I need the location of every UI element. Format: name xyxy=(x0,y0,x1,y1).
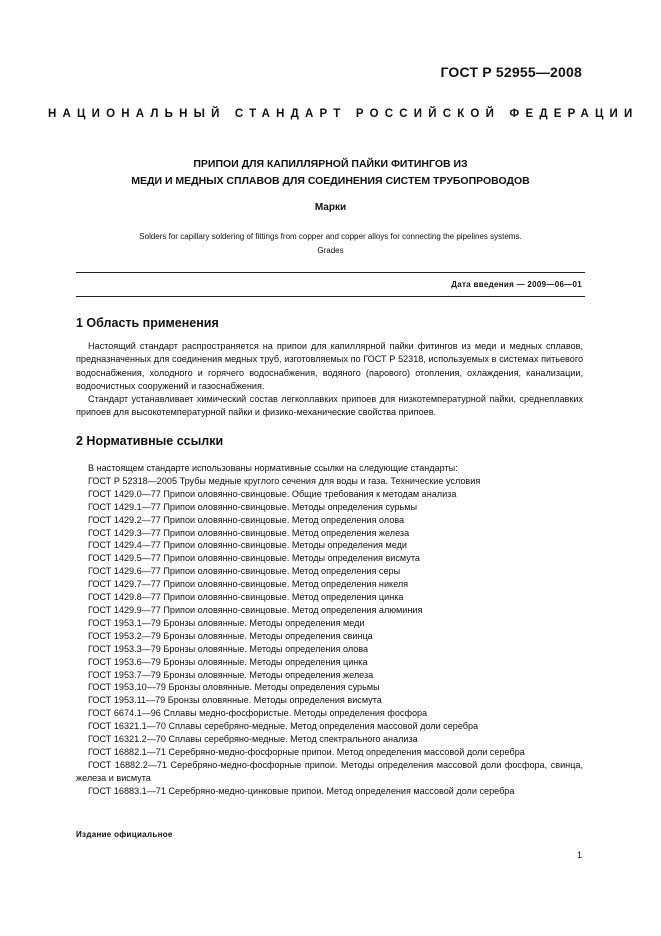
english-title xyxy=(60,230,601,258)
section-1-paragraph-2: Стандарт устанавливает химический состав легкоплавких припоев для низкотемпературной пайки, среднеплавких припоев для высокотемпературной пайки и физико-механические свойства припоев. xyxy=(76,394,583,418)
top-divider xyxy=(76,272,585,273)
reference-item: ГОСТ 16321.1—70 Сплавы серебряно-медные. Метод определения массовой доли серебра xyxy=(88,721,479,732)
reference-item: ГОСТ 16883.1—71 Серебряно-медно-цинковые припои. Метод определения массовой доли серебра xyxy=(88,785,515,796)
reference-item: ГОСТ 1429.3—77 Припои оловянно-свинцовые. Метод определения железа xyxy=(88,527,410,538)
reference-item: ГОСТ 16321.2—70 Сплавы серебряно-медные. Метод спектрального анализа xyxy=(88,734,418,745)
reference-item: ГОСТ 1429.7—77 Припои оловянно-свинцовые. Метод определения никеля xyxy=(88,579,409,590)
reference-item: ГОСТ 1953.1—79 Бронзы оловянные. Методы определения меди xyxy=(88,617,365,628)
title-line-2: МЕДИ И МЕДНЫХ СПЛАВОВ ДЛЯ СОЕДИНЕНИЯ СИСТЕМ ТРУБОПРОВОДОВ xyxy=(131,175,530,187)
introduction-date: Дата введения — 2009—06—01 xyxy=(451,280,582,289)
reference-item: ГОСТ 1429.9—77 Припои оловянно-свинцовые. Метод определения алюминия xyxy=(88,604,423,615)
reference-item: ГОСТ 1953.3—79 Бронзы оловянные. Методы определения олова xyxy=(88,643,369,654)
references-intro: В настоящем стандарте использованы нормативные ссылки на следующие стандарты: xyxy=(88,463,458,473)
section-1-heading: 1 Область применения xyxy=(76,316,219,330)
reference-item: ГОСТ 1429.1—77 Припои оловянно-свинцовые. Методы определения сурьмы xyxy=(88,501,418,512)
section-2-heading: 2 Нормативные ссылки xyxy=(76,434,224,448)
page-number: 1 xyxy=(576,850,582,860)
reference-item: ГОСТ 1953.11—79 Бронзы оловянные. Методы определения висмута xyxy=(88,695,382,706)
national-standard-banner: НАЦИОНАЛЬНЫЙ СТАНДАРТ РОССИЙСКОЙ ФЕДЕРАЦИИ xyxy=(48,108,639,120)
reference-item: ГОСТ 1953.7—79 Бронзы оловянные. Методы определения железа xyxy=(88,669,374,680)
reference-item: ГОСТ 1953.2—79 Бронзы оловянные. Методы определения свинца xyxy=(88,630,373,641)
english-title-line-2: Grades xyxy=(317,246,344,255)
reference-item: ГОСТ 1429.0—77 Припои оловянно-свинцовые. Общие требования к методам анализа xyxy=(88,488,457,499)
reference-item: ГОСТ 16882.1—71 Серебряно-медно-фосфорные припои. Метод определения массовой доли серебра xyxy=(88,746,525,757)
reference-item: ГОСТ Р 52318—2005 Трубы медные круглого сечения для воды и газа. Технические условия xyxy=(88,475,481,486)
document-subtitle: Марки xyxy=(314,202,347,213)
reference-item: ГОСТ 1429.2—77 Припои оловянно-свинцовые. Метод определения олова xyxy=(88,514,405,525)
reference-item: ГОСТ 1953.6—79 Бронзы оловянные. Методы определения цинка xyxy=(88,656,368,667)
gost-code: ГОСТ Р 52955—2008 xyxy=(440,64,582,80)
official-edition-note: Издание официальное xyxy=(76,830,173,839)
document-title xyxy=(76,156,585,190)
references-list xyxy=(76,475,583,798)
bottom-divider xyxy=(76,296,585,297)
reference-item: ГОСТ 16882.2—71 Серебряно-медно-фосфорные припои. Методы определения массовой доли фосфора, свинца, железа и висмута xyxy=(76,759,583,783)
reference-item: ГОСТ 1953.10—79 Бронзы оловянные. Методы определения сурьмы xyxy=(88,682,380,693)
normative-references xyxy=(76,462,583,798)
english-title-line-1: Solders for capillary soldering of fittings from copper and copper alloys for connecting the pipelines systems. xyxy=(139,232,522,241)
section-1-body xyxy=(76,340,583,420)
reference-item: ГОСТ 1429.8—77 Припои оловянно-свинцовые. Метод определения цинка xyxy=(88,592,404,603)
section-1-paragraph-1: Настоящий стандарт распространяется на припои для капиллярной пайки фитингов из меди и медных сплавов, предназначенных для соединения медных труб, изготовляемых по ГОСТ Р 52318, используемых в системах питьевого водоснабжения, холодного и горячего водоснабжения, водяного (парового) отопления, охлаждения, канализации, водоочистных сооружений и газоснабжения. xyxy=(76,341,583,391)
reference-item: ГОСТ 6674.1—96 Сплавы медно-фосфористые. Методы определения фосфора xyxy=(88,708,428,719)
reference-item: ГОСТ 1429.5—77 Припои оловянно-свинцовые. Методы определения висмута xyxy=(88,553,420,564)
reference-item: ГОСТ 1429.4—77 Припои оловянно-свинцовые. Методы определения меди xyxy=(88,540,407,551)
title-line-1: ПРИПОИ ДЛЯ КАПИЛЛЯРНОЙ ПАЙКИ ФИТИНГОВ ИЗ xyxy=(193,158,468,170)
reference-item: ГОСТ 1429.6—77 Припои оловянно-свинцовые. Метод определения серы xyxy=(88,566,401,577)
